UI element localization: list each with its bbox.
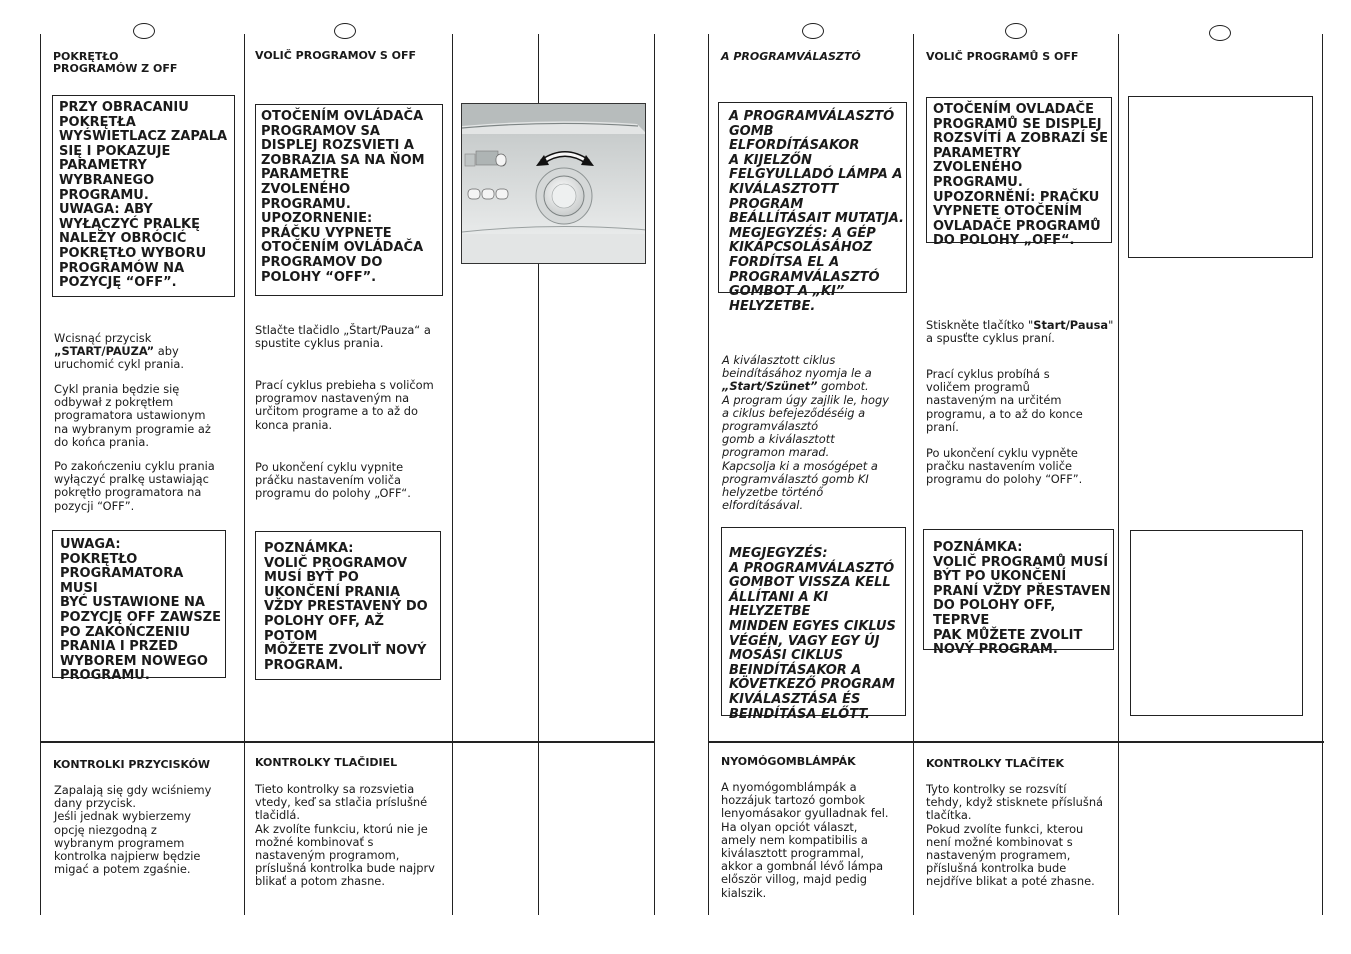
section-heading: KONTROLKY TLAČÍTEK	[926, 757, 1064, 770]
empty-box	[1128, 96, 1313, 258]
column-divider	[244, 34, 245, 915]
paragraph-cycle: Cykl prania będzie się odbywał z pokrętłem programatora ustawionym na wybranym programie aż do końca prania.	[54, 382, 211, 449]
column-divider	[40, 34, 41, 915]
column-divider	[654, 34, 655, 915]
language-marker	[1209, 25, 1231, 41]
section-heading: VOLIČ PROGRAMŮ S OFF	[926, 50, 1079, 63]
note-text: MEGJEGYZÉS: A PROGRAMVÁLASZTÓ GOMBOT VISSZA KELL ÁLLÍTANI A KI HELYZETBE MINDEN EGYES CIKLUS VÉGÉN, VAGY EGY ÚJ MOSÁSI CIKLUS BEINDÍTÁSAKOR A KÖVETKEZŐ PROGRAM KIVÁLASZTÁSA ÉS BEINDÍTÁSA ELŐTT.	[729, 546, 896, 722]
warning-text: PRZY OBRACANIU POKRĘTŁA WYŚWIETLACZ ZAPALA SIĘ I POKAZUJE PARAMETRY WYBRANEGO PROGRAMU. UWAGA: ABY WYŁĄCZYĆ PRALKĘ NALEŻY OBRÓCIĆ POKRĘTŁO WYBORU PROGRAMÓW NA POZYCJĘ “OFF”.	[59, 100, 228, 291]
warning-box	[255, 104, 443, 296]
section-divider	[708, 741, 1324, 743]
paragraph-cycle: Prací cyklus prebieha s voličom programov nastaveným na určitom programe a to až do konca prania.	[255, 378, 434, 432]
paragraph-start: A kiválasztott ciklus beindításához nyomja le a „Start/Szünet” gombot. A program úgy zajlik le, hogy a ciklus befejeződéséig a programválasztó gomb a kiválasztott programon marad. Kapcsolja ki a mosógépet a programválasztó gomb KI helyzetbe történő elfordításával.	[722, 353, 889, 513]
language-marker	[1005, 23, 1027, 39]
warning-text: OTOČENÍM OVLÁDAČA PROGRAMOV SA DISPLEJ ROZSVIETI A ZOBRAZIA SA NA ŇOM PARAMETRE ZVOLENÉHO PROGRAMU. UPOZORNENIE: PRÁČKU VYPNETE OTOČENÍM OVLÁDAČA PROGRAMOV DO POLOHY “OFF”.	[261, 109, 425, 285]
note-text: POZNÁMKA: VOLIČ PROGRAMOV MUSÍ BYŤ PO UKONČENÍ PRANIA VŽDY PRESTAVENÝ DO POLOHY OFF, AŽ POTOM MÔŽETE ZVOLIŤ NOVÝ PROGRAM.	[264, 541, 428, 673]
paragraph-start: Stlačte tlačidlo „Štart/Pauza“ a spustite cyklus prania.	[255, 323, 431, 351]
paragraph-end: Po zakończeniu cyklu prania wyłączyć pralkę ustawiając pokrętło programatora na pozycji “OFF”.	[54, 459, 215, 513]
note-text: UWAGA: POKRĘTŁO PROGRAMATORA MUSI BYĆ USTAWIONE NA POZYCJĘ OFF ZAWSZE PO ZAKOŃCZENIU PRANIA I PRZED WYBOREM NOWEGO PROGRAMU.	[60, 537, 221, 684]
note-box	[923, 529, 1114, 658]
warning-box	[52, 95, 235, 297]
note-box	[255, 531, 441, 680]
column-divider	[913, 34, 914, 915]
paragraph-start: Stiskněte tlačítko "Start/Pausa" a spusťte cyklus praní.	[926, 318, 1114, 346]
paragraph-lights: A nyomógomblámpák a hozzájuk tartozó gombok lenyomásakor gyulladnak fel. Ha olyan opciót választ, amely nem kompatibilis a kiválasztott programmal, akkor a gombnál lévő lámpa először villog, majd pedig kialszik.	[721, 780, 889, 900]
language-marker	[334, 23, 356, 39]
paragraph-end: Po ukončení cyklu vypněte pračku nastavením voliče programu do polohy “OFF”.	[926, 446, 1083, 487]
paragraph-end: Po ukončení cyklu vypnite práčku nastavením voliča programu do polohy „OFF“.	[255, 460, 411, 501]
paragraph-cycle: Prací cyklus probíhá s voličem programů nastaveným na určitém programu, a to až do konce praní.	[926, 367, 1083, 434]
paragraph-lights: Tieto kontrolky sa rozsvietia vtedy, keď sa stlačia príslušné tlačidlá. Ak zvolíte funkciu, ktorú nie je možné kombinovať s nastaveným programom, príslušná kontrolka bude najprv blikať a potom zhasne.	[255, 782, 435, 889]
section-heading: VOLIČ PROGRAMOV S OFF	[255, 49, 417, 62]
note-box	[52, 530, 226, 684]
column-divider	[708, 34, 709, 915]
warning-box	[926, 97, 1112, 249]
language-marker	[133, 23, 155, 39]
warning-text: A PROGRAMVÁLASZTÓ GOMB ELFORDÍTÁSAKOR A KIJELZŐN FELGYULLADÓ LÁMPA A KIVÁLASZTOTT PROGRAM BEÁLLÍTÁSAIT MUTATJA. MEGJEGYZÉS: A GÉP KIKAPCSOLÁSÁHOZ FORDÍTSA EL A PROGRAMVÁLASZTÓ GOMBOT A „KI” HELYZETBE.	[729, 109, 904, 314]
empty-box	[1130, 530, 1303, 716]
note-text: POZNÁMKA: VOLIČ PROGRAMŮ MUSÍ BÝT PO UKONČENÍ PRANÍ VŽDY PŘESTAVEN DO POLOHY OFF, TEPRVE PAK MŮŽETE ZVOLIT NOVÝ PROGRAM.	[933, 540, 1111, 658]
washing-machine-panel-illustration	[461, 103, 646, 264]
column-divider	[452, 34, 453, 915]
section-heading: KONTROLKI PRZYCISKÓW	[53, 758, 211, 771]
paragraph-lights: Zapalają się gdy wciśniemy dany przycisk. Jeśli jednak wybierzemy opcję niezgodną z wybranym programem kontrolka najpierw będzie migać a potem zgaśnie.	[54, 783, 212, 877]
column-divider	[1322, 34, 1323, 915]
language-marker	[802, 23, 824, 39]
warning-box	[718, 102, 907, 314]
section-heading: NYOMÓGOMBLÁMPÁK	[721, 755, 856, 768]
section-divider	[40, 741, 654, 743]
warning-text: OTOČENÍM OVLADAČE PROGRAMŮ SE DISPLEJ ROZSVÍTÍ A ZOBRAZÍ SE PARAMETRY ZVOLENÉHO PROGRAMU. UPOZORNĚNÍ: PRAČKU VYPNETE OTOČENÍM OVLADAČE PROGRAMŮ DO POLOHY „OFF“.	[933, 102, 1109, 249]
section-heading: A PROGRAMVÁLASZTÓ	[721, 50, 861, 63]
section-heading: KONTROLKY TLAČIDIEL	[255, 756, 398, 769]
note-box	[721, 527, 906, 722]
program-dial-drawing	[462, 104, 646, 264]
paragraph-lights: Tyto kontrolky se rozsvítí tehdy, když stisknete příslušná tlačítka. Pokud zvolíte funkci, kterou není možné kombinovat s nastaveným programem, příslušná kontrolka bude nejdříve blikat a poté zhasne.	[926, 782, 1104, 889]
paragraph-start: Wcisnąć przycisk „START/PAUZA” aby uruchomić cykl prania.	[54, 331, 184, 372]
section-heading: POKRĘTŁO PROGRAMÓW Z OFF	[53, 50, 178, 75]
column-divider	[1118, 34, 1119, 915]
